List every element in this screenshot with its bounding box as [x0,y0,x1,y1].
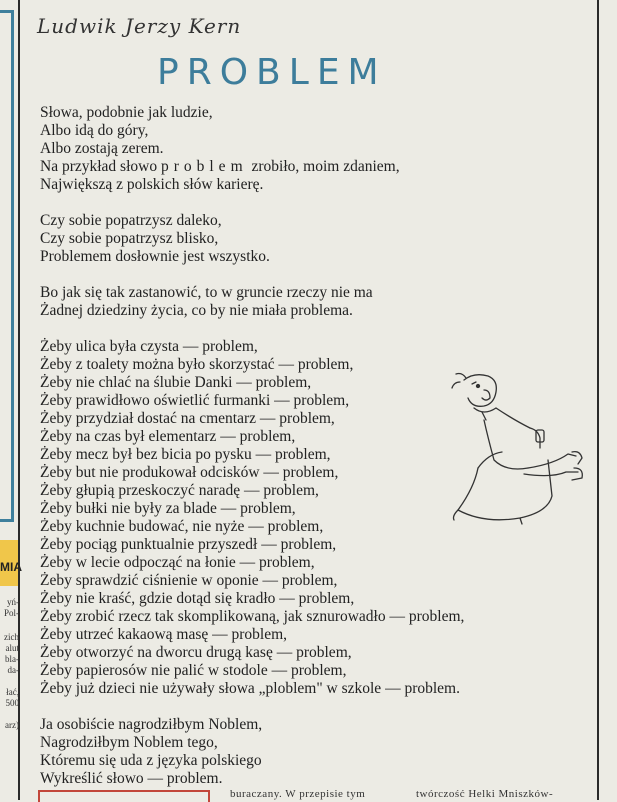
poem-line-part: zrobiło, moim zdaniem, [247,158,400,175]
spaced-word: problem [160,158,248,175]
left-yellow-heading [0,540,22,586]
poem-line: Żeby ulica była czysta — problem, [40,338,258,355]
stanza-gap [40,266,592,284]
poem-line: Problemem dosłownie jest wszystko. [40,248,270,265]
poem-line: Czy sobie popatrzysz daleko, [40,212,222,229]
poem-line: Któremu się uda z języka polskiego [40,752,262,769]
poem-line: Żeby przydział dostać na cmentarz — problem, [40,410,335,427]
poem-line: Żadnej dziedziny życia, co by nie miała problema. [40,302,353,319]
left-text-fragment: arz) [5,720,19,730]
left-text-fragment: 500 [5,698,19,708]
left-text-fragment: da- [7,665,19,675]
stanza-gap [40,698,592,716]
left-blue-frame [0,10,14,522]
poem-line: Żeby prawidłowo oświetlić furmanki — problem, [40,392,350,409]
poem-line: Albo idą do góry, [40,122,149,139]
poem-line: Żeby w lecie odpocząć na łonie — problem, [40,554,315,571]
poem-line: Żeby nie chlać na ślubie Danki — problem, [40,374,312,391]
stanza-gap [40,194,592,212]
poem-line: Żeby już dzieci nie używały słowa „ploblem" w szkole — problem. [40,680,460,697]
poem-line: Największą z polskich słów karierę. [40,176,264,193]
poem-line: Żeby na czas był elementarz — problem, [40,428,296,445]
poem-line-part: Na przykład słowo [40,158,161,175]
bottom-text-fragment: twórczość Helki Mniszków- [416,788,554,800]
poem-line [40,158,592,176]
article-title: PROBLEM [157,52,387,93]
poem-line: Żeby bułki nie były za blade — problem, [40,500,296,517]
poem-line: Żeby otworzyć na dworcu drugą kasę — problem, [40,644,352,661]
poem-line: Żeby nie kraść, gdzie dotąd się kradło — problem, [40,590,355,607]
author-name: Ludwik Jerzy Kern [37,14,242,38]
poem-line: Słowa, podobnie jak ludzie, [40,104,213,121]
left-text-fragment: łać, [6,687,19,697]
bottom-text-fragment: buraczany. W przepisie tym [230,788,366,800]
armchair-man-illustration [444,368,586,526]
poem-line: Ja osobiście nagrodziłbym Noblem, [40,716,263,733]
poem-line: Bo jak się tak zastanowić, to w gruncie rzeczy nie ma [40,284,373,301]
poem-line: Żeby utrzeć kakaową masę — problem, [40,626,288,643]
poem-line: Żeby głupią przeskoczyć naradę — problem, [40,482,319,499]
poem-line: Nagrodziłbym Noblem tego, [40,734,218,751]
poem-line: Żeby sprawdzić ciśnienie w oponie — problem, [40,572,338,589]
left-text-fragment: zich [4,632,19,642]
poem-line: Wykreślić słowo — problem. [40,770,223,787]
poem-line: Żeby pociąg punktualnie przyszedł — problem, [40,536,337,553]
left-text-fragment: alut [5,643,19,653]
poem-line: Żeby z toalety można było skorzystać — problem, [40,356,354,373]
left-heading-text: MIA [0,560,22,574]
left-text-fragment: yń- [7,597,19,607]
left-text-fragment: bla- [5,654,19,664]
poem-line: Żeby zrobić rzecz tak skomplikowaną, jak sznurowadło — problem, [40,608,465,625]
poem-line: Żeby papierosów nie palić w stodole — problem, [40,662,347,679]
stanza-gap [40,320,592,338]
bottom-red-frame [38,790,210,802]
poem-line: Albo zostają zerem. [40,140,164,157]
poem-line: Żeby kuchnie budować, nie nyże — problem, [40,518,324,535]
poem-line: Żeby but nie produkował odcisków — problem, [40,464,339,481]
poem-line: Czy sobie popatrzysz blisko, [40,230,219,247]
poem-line: Żeby mecz był bez bicia po pysku — problem, [40,446,331,463]
left-text-fragment: Pol- [3,608,19,618]
column-rule [597,0,599,800]
